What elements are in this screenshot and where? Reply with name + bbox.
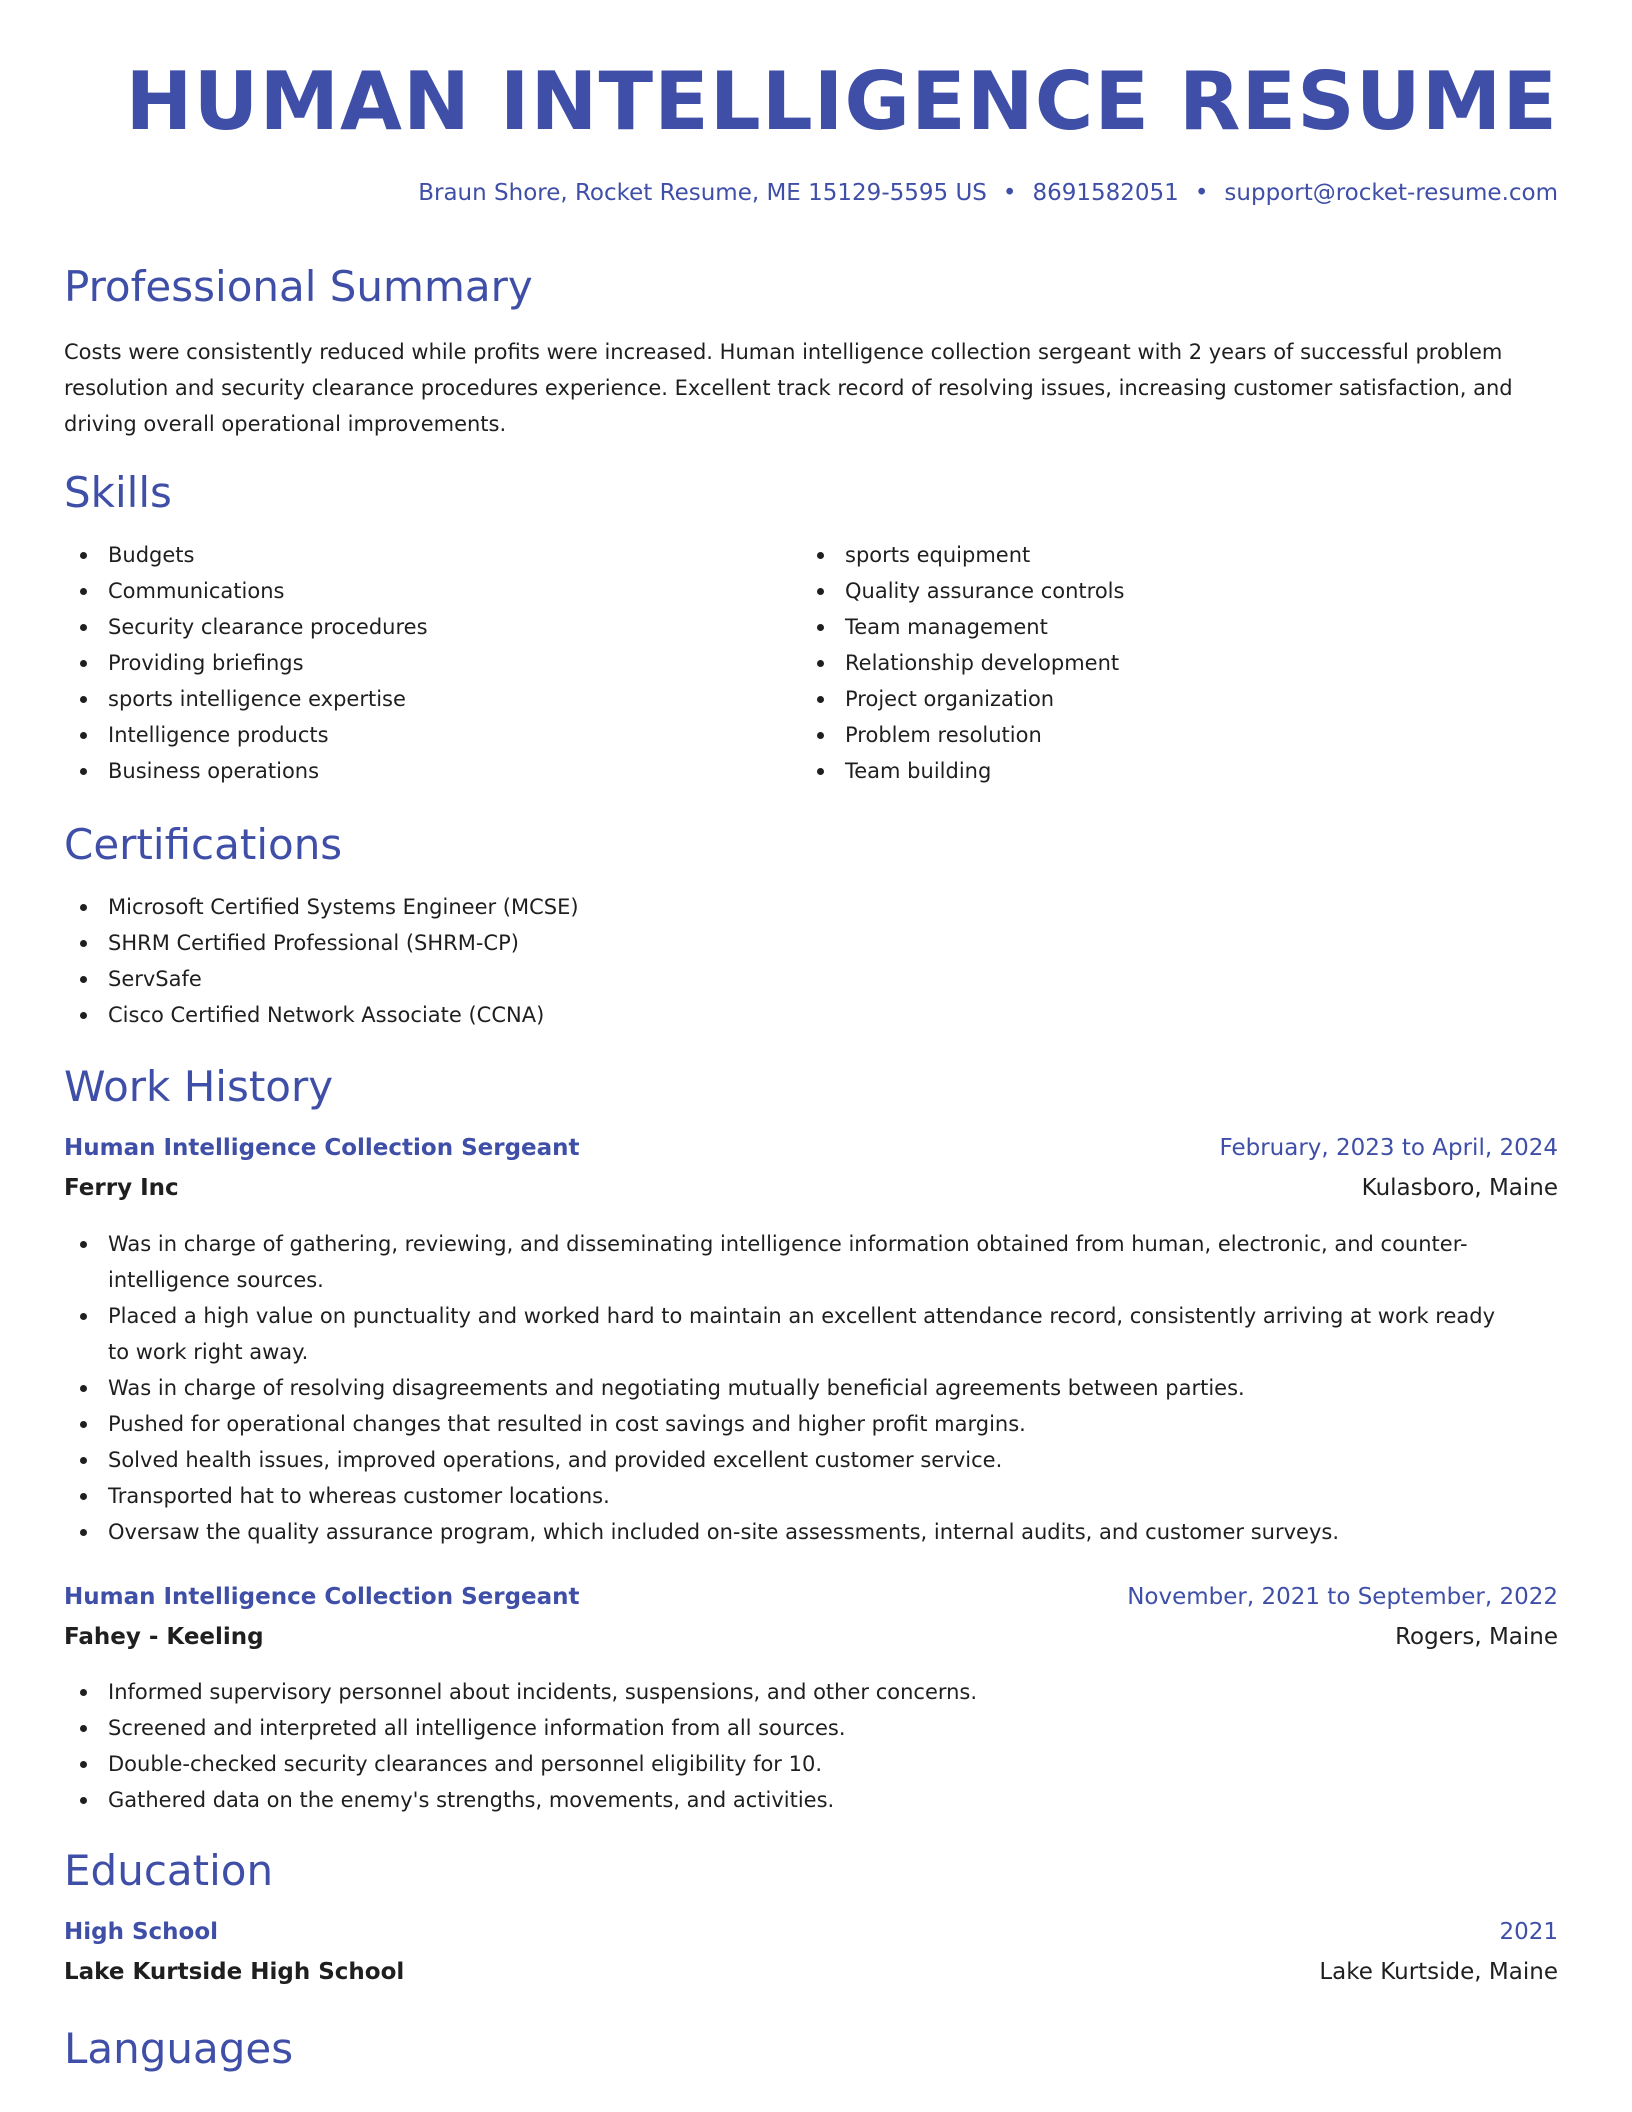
job-company-row — [64, 1175, 1558, 1211]
job-company-row — [64, 1624, 1558, 1660]
job-dates: November, 2021 to September, 2022 — [1127, 1584, 1558, 1610]
list-item: Informed supervisory personnel about incidents, suspensions, and other concerns. — [64, 1674, 977, 1710]
education-location: Lake Kurtside, Maine — [1319, 1959, 1558, 1985]
list-item: Budgets — [64, 537, 428, 573]
contact-phone: 8691582051 — [1032, 180, 1179, 206]
list-item: Screened and interpreted all intelligence information from all sources. — [64, 1710, 977, 1746]
list-item: Microsoft Certified Systems Engineer (MCSE) — [64, 889, 579, 925]
job-company: Ferry Inc — [64, 1175, 179, 1201]
section-title-languages: Languages — [64, 2024, 294, 2073]
resume-title: HUMAN INTELLIGENCE RESUME — [125, 55, 1558, 148]
job-location: Rogers, Maine — [1395, 1624, 1558, 1650]
list-item: Pushed for operational changes that resulted in cost savings and higher profit margins. — [64, 1406, 1558, 1442]
list-item: ServSafe — [64, 961, 579, 997]
list-item: Team management — [801, 609, 1124, 645]
education-header — [64, 1919, 1558, 1955]
education-school-row — [64, 1959, 1558, 1995]
contact-email[interactable]: support@rocket-resume.com — [1224, 180, 1558, 206]
list-item: Solved health issues, improved operations, and provided excellent customer service. — [64, 1442, 1558, 1478]
list-item: Business operations — [64, 753, 428, 789]
list-item: Team building — [801, 753, 1124, 789]
education-degree: High School — [64, 1919, 219, 1945]
list-item: sports intelligence expertise — [64, 681, 428, 717]
job-bullets — [64, 1226, 1558, 1550]
contact-separator: • — [1002, 180, 1017, 206]
list-item: Problem resolution — [801, 717, 1124, 753]
education-year: 2021 — [1499, 1919, 1558, 1945]
education-school: Lake Kurtside High School — [64, 1959, 405, 1985]
contact-separator: • — [1194, 180, 1209, 206]
list-item: Security clearance procedures — [64, 609, 428, 645]
list-item: SHRM Certified Professional (SHRM-CP) — [64, 925, 579, 961]
list-item: Was in charge of gathering, reviewing, and disseminating intelligence information obtained from human, electronic, and counter-intelligence sources. — [64, 1226, 1558, 1298]
job-dates: February, 2023 to April, 2024 — [1219, 1135, 1558, 1161]
list-item: Relationship development — [801, 645, 1124, 681]
list-item: Was in charge of resolving disagreements and negotiating mutually beneficial agreements between parties. — [64, 1370, 1558, 1406]
list-item: Transported hat to whereas customer locations. — [64, 1478, 1558, 1514]
skills-list-left — [64, 537, 428, 789]
section-title-education: Education — [64, 1846, 274, 1895]
list-item: Quality assurance controls — [801, 573, 1124, 609]
list-item: Gathered data on the enemy's strengths, movements, and activities. — [64, 1782, 977, 1818]
certifications-list — [64, 889, 579, 1033]
list-item: Intelligence products — [64, 717, 428, 753]
skills-list-right — [801, 537, 1124, 789]
section-title-skills: Skills — [64, 468, 172, 517]
section-title-work-history: Work History — [64, 1062, 334, 1111]
list-item: Oversaw the quality assurance program, which included on-site assessments, internal audits, and customer surveys. — [64, 1514, 1558, 1550]
job-header — [64, 1135, 1558, 1171]
list-item: Placed a high value on punctuality and worked hard to maintain an excellent attendance record, consistently arriving at work ready to work right away. — [64, 1298, 1558, 1370]
section-title-summary: Professional Summary — [64, 262, 533, 311]
job-location: Kulasboro, Maine — [1361, 1175, 1558, 1201]
job-bullets — [64, 1674, 977, 1818]
job-title: Human Intelligence Collection Sergeant — [64, 1584, 580, 1610]
list-item: Cisco Certified Network Associate (CCNA) — [64, 997, 579, 1033]
job-title: Human Intelligence Collection Sergeant — [64, 1135, 580, 1161]
list-item: Communications — [64, 573, 428, 609]
summary-text: Costs were consistently reduced while profits were increased. Human intelligence collection sergeant with 2 years of successful problem resolution and security clearance procedures experience. Excellent track record of resolving issues, increasing customer satisfaction, and driving overall operational improvements. — [64, 340, 1513, 436]
list-item: sports equipment — [801, 537, 1124, 573]
list-item: Providing briefings — [64, 645, 428, 681]
list-item: Double-checked security clearances and personnel eligibility for 10. — [64, 1746, 977, 1782]
contact-address: Braun Shore, Rocket Resume, ME 15129-5595 US — [418, 180, 987, 206]
job-header — [64, 1584, 1558, 1620]
list-item: Project organization — [801, 681, 1124, 717]
section-title-certifications: Certifications — [64, 820, 343, 869]
job-company: Fahey - Keeling — [64, 1624, 264, 1650]
contact-line — [418, 180, 1558, 206]
